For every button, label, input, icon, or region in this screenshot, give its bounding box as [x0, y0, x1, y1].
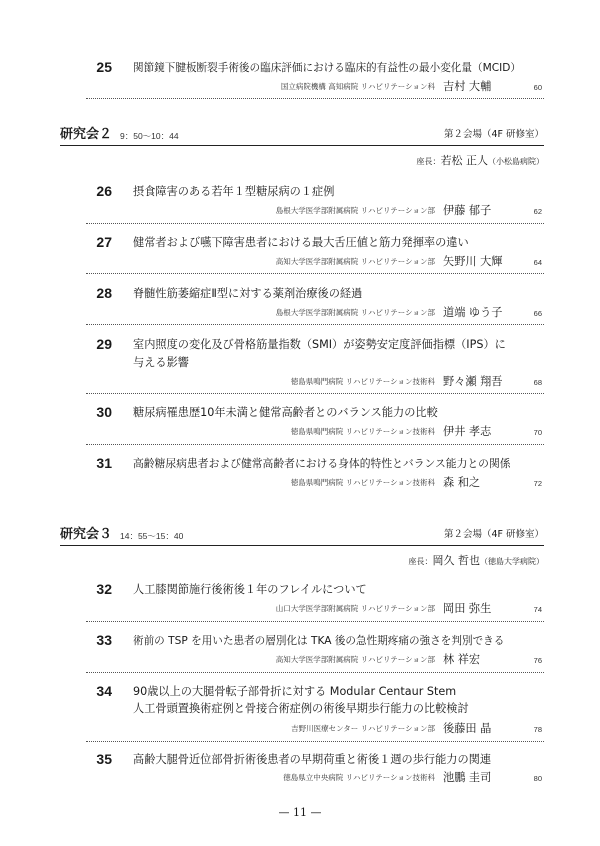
entry-number: 26	[96, 183, 112, 199]
divider	[86, 444, 544, 445]
entry-affiliation: 島根大学医学部附属病院 リハビリテーション部	[275, 308, 435, 317]
entry-affiliation: 高知大学医学部附属病院 リハビリテーション部	[275, 655, 435, 664]
entry-page: 60	[533, 83, 542, 92]
entry-title-line2: 与える影響	[133, 356, 189, 369]
entry-author: 後藤田 晶	[443, 722, 492, 735]
entry-number: 29	[96, 336, 112, 352]
divider	[86, 393, 544, 394]
entry-title: 人工膝関節施行後術後１年のフレイルについて	[133, 583, 367, 596]
entry-title: 脊髄性筋萎縮症Ⅱ型に対する薬剤治療後の経過	[133, 287, 363, 300]
entry-page: 66	[533, 309, 542, 318]
entry-author: 池鵬 圭司	[443, 771, 492, 784]
entry-author: 林 祥宏	[443, 653, 481, 666]
session-name: 研究会３	[60, 527, 113, 542]
entry-author: 岡田 弥生	[443, 602, 492, 615]
entry-number: 30	[96, 404, 112, 420]
entry-page: 64	[533, 258, 542, 267]
entry-page: 78	[533, 725, 542, 734]
entry-number: 27	[96, 234, 112, 250]
entry-number: 28	[96, 285, 112, 301]
session-rule	[60, 545, 544, 546]
session-chair	[409, 552, 545, 569]
entry-author: 森 和之	[443, 476, 481, 489]
entry-title: 摂食障害のある若年１型糖尿病の１症例	[133, 185, 335, 198]
chair-institution: （小松島病院）	[488, 157, 544, 166]
entry-author: 野々瀬 翔吾	[443, 375, 503, 388]
entry-title: 関節鏡下腱板断裂手術後の臨床評価における臨床的有益性の最小変化量（MCID）	[133, 62, 522, 74]
entry-affiliation: 徳島県立中央病院 リハビリテーション技術科	[283, 773, 435, 782]
entry-title: 90歳以上の大腿骨転子部骨折に対する Modular Centaur Stem	[133, 685, 457, 698]
session-name: 研究会２	[60, 127, 113, 142]
entry-number: 25	[96, 59, 112, 75]
entry-page: 80	[533, 774, 542, 783]
entry-author: 道端 ゆう子	[443, 306, 503, 319]
entry-affiliation: 徳島県鳴門病院 リハビリテーション技術科	[290, 377, 435, 386]
session-room: 第２会場（4F 研修室）	[443, 529, 544, 540]
entry-affiliation: 国立病院機構 高知病院 リハビリテーション科	[280, 82, 435, 91]
entry-author: 伊井 孝志	[443, 425, 492, 438]
entry-author: 矢野川 大輝	[443, 255, 503, 268]
entry-title: 高齢大腿骨近位部骨折術後患者の早期荷重と術後１週の歩行能力の関連	[133, 753, 492, 766]
entry-affiliation: 高知大学医学部附属病院 リハビリテーション部	[275, 257, 435, 266]
entry-page: 72	[533, 479, 542, 488]
chair-label: 座長：	[416, 157, 441, 166]
session-time: 9：50〜10：44	[120, 131, 179, 141]
divider	[86, 324, 544, 325]
chair-institution: （徳島大学病院）	[480, 557, 544, 566]
entry-affiliation: 島根大学医学部附属病院 リハビリテーション部	[275, 206, 435, 215]
divider	[86, 672, 544, 673]
entry-number: 31	[96, 455, 112, 471]
entry-number: 34	[96, 683, 112, 699]
entry-page: 62	[533, 207, 542, 216]
divider	[86, 98, 544, 99]
entry-affiliation: 徳島県鳴門病院 リハビリテーション技術科	[290, 427, 435, 436]
page-number: — 11 —	[278, 806, 322, 819]
entry-page: 68	[533, 378, 542, 387]
entry-author: 吉村 大輔	[443, 80, 492, 93]
entry-number: 32	[96, 581, 112, 597]
session-room: 第２会場（4F 研修室）	[443, 129, 544, 140]
chair-name: 岡久 哲也	[432, 554, 480, 567]
entry-title: 高齢糖尿病患者および健常高齢者における身体的特性とバランス能力との関係	[133, 457, 511, 470]
entry-page: 70	[533, 428, 542, 437]
entry-number: 33	[96, 632, 112, 648]
divider	[86, 741, 544, 742]
entry-title: 糖尿病罹患歴10年未満と健常高齢者とのバランス能力の比較	[133, 406, 438, 419]
entry-page: 76	[533, 656, 542, 665]
divider	[86, 273, 544, 274]
entry-title: 健常者および嚥下障害患者における最大舌圧値と筋力発揮率の違い	[133, 236, 469, 249]
chair-label: 座長：	[408, 557, 433, 566]
session-rule	[60, 145, 544, 146]
session-time: 14：55〜15：40	[120, 531, 184, 541]
entry-title: 術前の TSP を用いた患者の層別化は TKA 後の急性期疼痛の強さを判別できる	[133, 635, 505, 647]
entry-number: 35	[96, 751, 112, 767]
entry-title: 室内照度の変化及び骨格筋量指数（SMI）が姿勢安定度評価指標（IPS）に	[133, 338, 506, 351]
entry-affiliation: 山口大学医学部附属病院 リハビリテーション部	[275, 604, 435, 613]
entry-affiliation: 徳島県鳴門病院 リハビリテーション技術科	[290, 478, 435, 487]
divider	[86, 223, 544, 224]
entry-title-line2: 人工骨頭置換術症例と骨接合術症例の術後早期歩行能力の比較検討	[133, 702, 469, 715]
entry-affiliation: 吉野川医療センター リハビリテーション部	[291, 724, 435, 733]
chair-name: 若松 正人	[440, 154, 488, 167]
entry-page: 74	[533, 605, 542, 614]
session-chair	[417, 152, 545, 169]
divider	[86, 621, 544, 622]
entry-author: 伊藤 郁子	[443, 204, 492, 217]
